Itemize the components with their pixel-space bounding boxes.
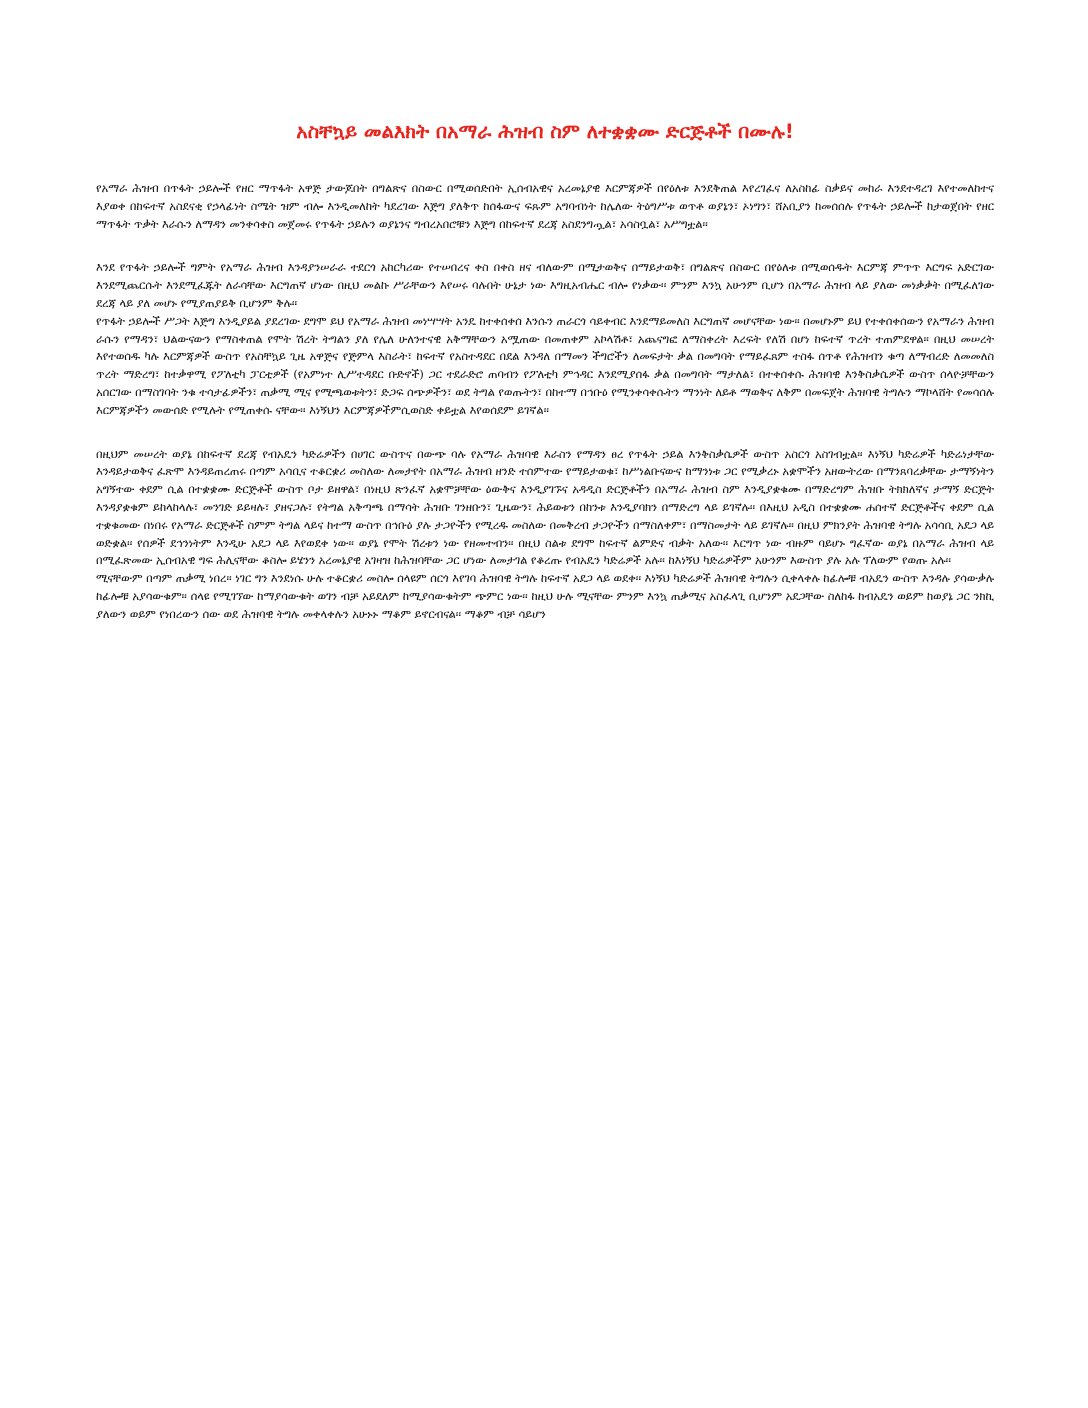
paragraph-1: የአማራ ሕዝብ በጥፋት ኃይሎች የዘር ማጥፋት አዋጅ ታውጆበት በግልጽና በስውር በሚወሰድበት ኢሰብአዊና አረመኔያዊ እርምጃዎች በየዕለቱ እንደቅጠል እየረገፈና ለአስከፊ ስቃይና መከራ እንደተዳረገ እየተመለከተና እያወቀ በከፍተኛ አስደናቂ የኃላፊነት ስሜት ዝም ብሎ እንዲመለከት ካደረገው እጅግ ያለቅጥ ከሰፋውና ፍጹም አግባብነት ከሌለው ትዕግሥቱ ወጥቶ ወያኔን፣ ኦነግን፣ ሸአቢያን ከመሰሰሉ የጥፋት ኃይሎች ከታወጀበት የዘር ማጥፋት ጥቃት እራሱን ለማዳን መንቀሳቀስ መጀመሩ የጥፋት ኃይሉን ወያኔንና ግብረአበሮቹን እጅግ በከፍተኛ ደረጃ አስደንግጧል፣ አሳስቧል፣ አሥግቷል፡፡: [96, 182, 994, 231]
paragraph-3: የጥፋት ኃይሎች ሥጋት እጅግ እንዲያይል ያደረገው ደግሞ ይህ የአማራ ሕዝብ መነሣሣት አንዴ ከተቀሰቀሰ እንሱን ጠራርጎ ሳይቀብር እንደማይመለስ እርግጠኛ መሆናቸው ነው፡፡ በመሆኑም ይህ የተቀሰቀሰውን የአማራን ሕዝብ ራሱን የማዳን፣ ህልውናውን የማስቀጠል የሞት ሽረት ትግልን ያለ የሌለ ሁለንተናዊ አቅማቸውን አሟጠው በመጠቀም አኮላሽቶ፣ አጨናግፎ ለማስቀረት እረፍት የለሽ በሆነ ከፍተኛ ጥረት ተጠምደዋል፡፡ በዚህ መሠረት እየተወሰዱ ካሉ እርምጃዎች ውስጥ የአስቸኳይ ጊዜ አዋጅና የጅምላ እስራት፣ ከፍተኛ የአስተዳደር በደል እንዳለ በማመን ችግሮችን ለመፍታት ቃል በመግባት የማይፈጸም ተስፋ ሰጥቶ የሕዝብን ቁጣ ለማብረድ ለመመለስ ጥረት ማድረግ፣ ከተቃዋሚ የፖለቲካ ፓርቲዎች (የአምነተ ሊሥተዳደር ቡድኖች) ጋር ተደራድሮ ጠባብን የፖለቲካ ምኅዳር እንደሚያሰፋ ቃል በመግባት ማታለል፣ በተቀሰቀሱ ሕዝባዊ እንቅስቃሴዎች ውስጥ ሰላዮቻቸውን አሰርገው በማስገባት ንቁ ተሳታፊዎችን፣ ጠቃሚ ሚና የሚጫወቱትን፣ ድጋፍ ሰጭዎችን፣ ወደ ትግል የወጡትን፣ በከተማ በኅቡዕ የሚንቀሳቀሱትን ማንነት ለይቶ ማወቅና ለቅም በመፍጀት ሕዝባዊ ትግሉን ማኮላሸት የመሳሰሉ እርምጃዎችን መውሰድ የሚሉት የሚጠቀሱ ናቸው፡፡ እነኝህን እርምጃዎችምሲወስድ ቀይቷል እየወሰደም ይገኛል፡፡: [96, 314, 994, 417]
paragraph-5: ሚናቸውም በጣም ጠቃሚ ነበረ፡፡ ነገር ግን እንደነሱ ሁሉ ተቆርቋሪ መስሎ ሰላዩም ሰርጎ እየገባ ሕዝባዊ ትግሉ ከፍተኛ አደጋ ላይ ወደቀ፡፡ እነኝህ ካድሬዎች ሕዝባዊ ትግሉን ሲቀላቀሉ ከፊሎቹ ብአዴን ውስጥ እንዳሉ ያሳውቃሉ ከፊሎቹ አያሳውቁም፡፡ ሰላዩ የሚገኘው ከማያሳውቁት ወገን ብቻ አይደለም ከሚያሳውቁትም ጭምር ነው፡፡ ከዚህ ሁሉ ሚናቸው ምንም እንኳ ጠቃሚና አስፈላጊ ቢሆንም አደጋቸው ስለከፋ ከብአዴን ወይም ከወያኔ ጋር ንክኪ ያለውን ወይም የነበረውን ሰው ወደ ሕዝባዊ ትግሉ መቀላቀሉን አሁኑኑ ማቆም ይኖርብናል፡፡ ማቆም ብቻ ሳይሆን: [96, 572, 994, 621]
document-title: አስቸኳይ መልእክት በአማራ ሕዝብ ስም ለተቋቋሙ ድርጅቶች በሙሉ!: [296, 120, 794, 143]
paragraph-4: በዚህም መሠረት ወያኔ በከፍተኛ ደረጃ የብአዴን ካድሬዎችን በሀገር ውስጥና በውጭ ባሉ የአማራ ሕዝባዊ እራስን የማዳን ፀረ የጥፋት ኃይል እንቅስቃሴዎች ውስጥ አስርጎ አስገብቷል፡፡ እነኝህ ካድሬዎች ካድሬነታቸው እንዳይታወቅና ፈጽሞ እንዳይጠረጠሩ በጣም አሳቢና ተቆርቋሪ መስለው ለመታየት በአማራ ሕዝብ ዘንድ ተሰምተው የማይታወቁ፣ ከሥነልቡናውና ከማንነቱ ጋር የሚቃረኑ አቋሞችን አዘውትረው በማንጸባረቃቸው ታማኝነትን አግኝተው ቀደም ሲል በተቋቋሙ ድርጅቶች ውስጥ ቦታ ይዘዋል፣ በነዚህ ጽንፈኛ አቋሞቻቸው ዕውቅና እንዲያገኙና አዳዲስ ድርጅቶችን በአማራ ሕዝብ ስም እንዲያቋቁሙ በማድረግም ሕዝቡ ትክክለኛና ታማኝ ድርጅት እንዳያቋቁም ይከላከላሉ፣ መንገድ ይይዛሉ፣ ያዘናጋሉ፣ የትግል አቅጣጫ በማሳት ሕዝቡ ገንዘቡን፣ ጊዜውን፣ ሕይወቱን በከንቱ እንዲያባክን በማድረግ ላይ ይገኛሉ፡፡ በእዚህ አዲስ በተቋቋሙ ሐሰተኛ ድርጅቶችና ቀደም ሲል ተቋቁመው በነበሩ የአማራ ድርጅቶች ስምም ትግል ላይና ከተማ ውስጥ በኅቡዕ ያሉ ታጋዮችን የሚረዱ መስለው በመቅረብ ታጋዮችን በማስለቀም፣ በማስመታት ላይ ይገኛሉ፡፡ በዚህ ምክንያት ሕዝባዊ ትግሉ አሳሳቢ አደጋ ላይ ወድቋል፡፡ የሰዎች ደኅንነትም እንዲሁ አደጋ ላይ እየወደቀ ነው፡፡ ወያኔ የሞት ሽረቱን ነው የዘመተብን፡፡ በዚህ ስልቱ ደግሞ ከፍተኛ ልምድና ብቃት አለው፡፡ እርግጥ ነው ብዙም ባይሆኑ ግፈኛው ወያኔ በአማራ ሕዝብ ላይ በሚፈጽመው ኢሰብአዊ ግፍ ሕሊናቸው ቆስሎ ይሄንን አረመኔያዊ አገዛዝ ከሕዝባቸው ጋር ሆነው ለመታገል የቆረጡ የብአዴን ካድሬዎች አሉ፡፡ ከእነኝህ ካድሬዎችም አሁንም እውስጥ ያሉ አሉ ፕለውም የወጡ አሉ፡፡: [96, 447, 994, 568]
paragraph-2: እንደ የጥፋት ኃይሎች ግምት የአማራ ሕዝብ እንዳያንሠራራ ተደርጎ አከርካሪው የተሠበረና ቀስ በቀስ ዘና ብለውም በሚታወቅና በማይታወቅ፣ በግልጽና በስውር በየዕለቱ በሚወሰዱት እርምጃ ምጥጥ እርግፍ አድርገው እንደሚጨርሱት እንደሚፈጁት ለራሳቸው እርግጠኛ ሆነው በዚህ መልኩ ሥራቸውን እየሠሩ ባሉበት ሁኔታ ነው እግዚአብሔር ብሎ የነቃው፡፡ ምንም እንኳ አሁንም ቢሆን በአማራ ሕዝብ ላይ ያለው መነቃቃት በሚፈለገው ደረጃ ላይ ያለ መሆኑ የሚያጠያይቅ ቢሆንም ቅሉ፡፡: [96, 261, 994, 310]
